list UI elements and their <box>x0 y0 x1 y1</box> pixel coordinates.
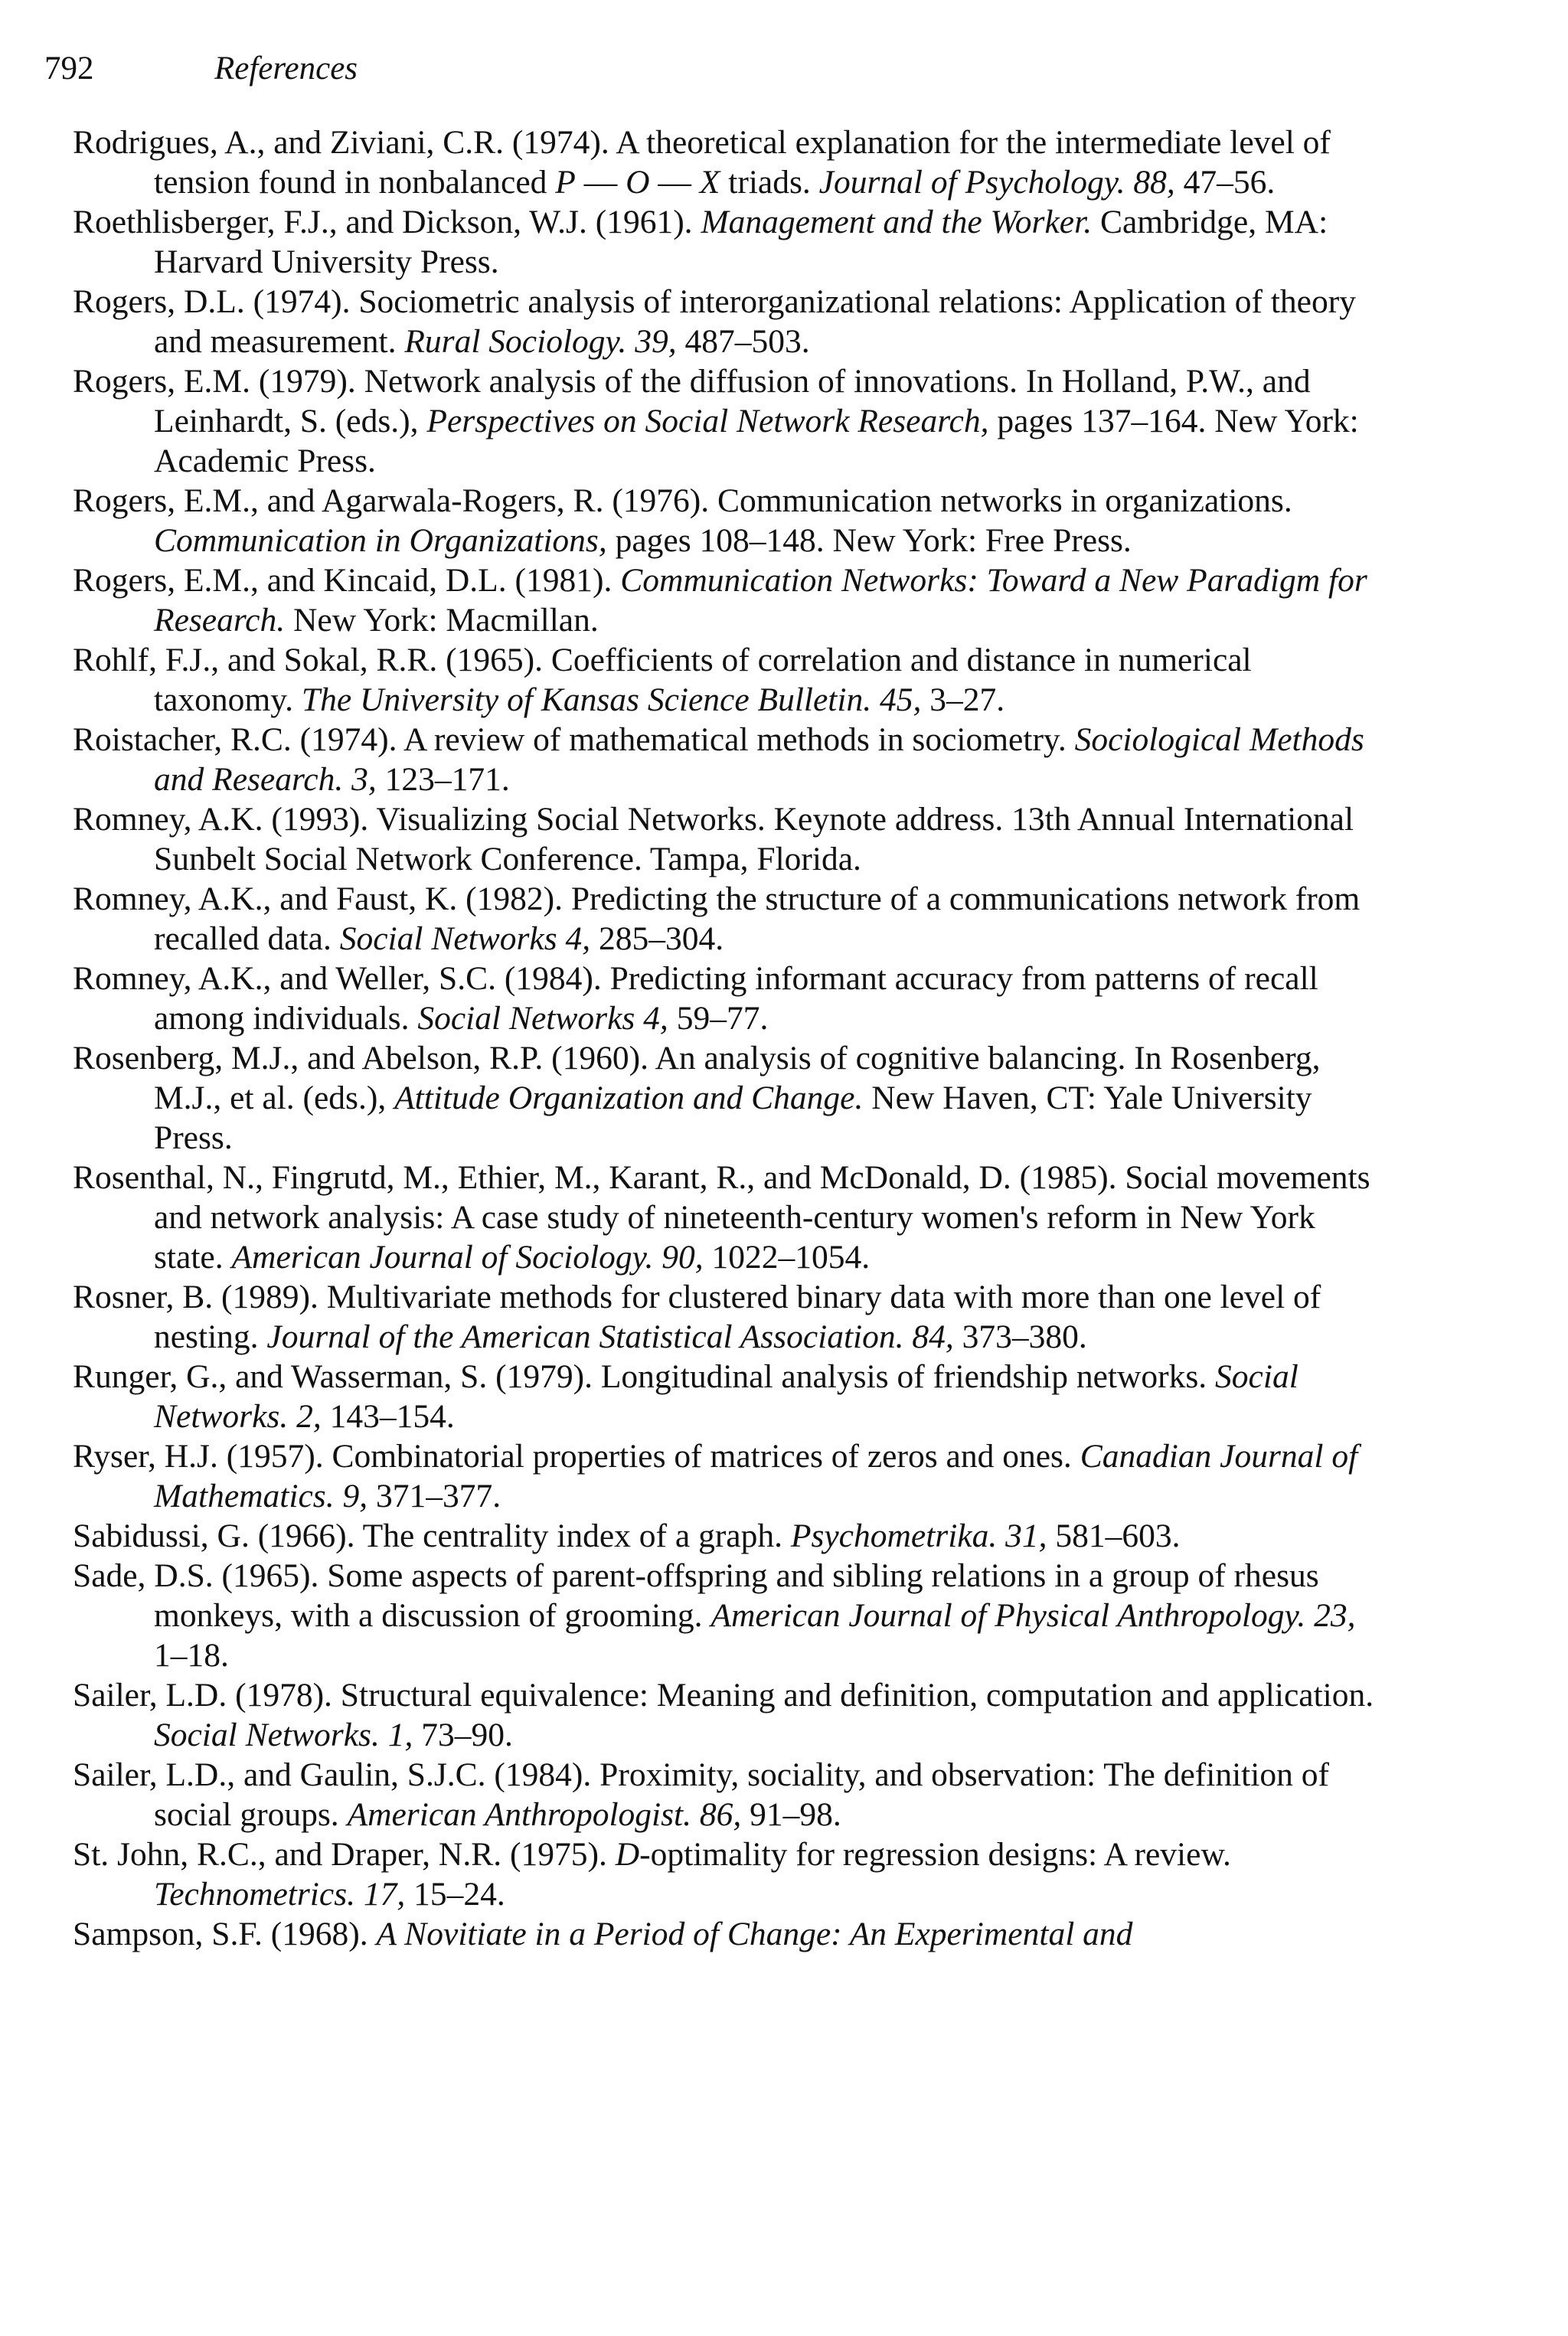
reference-italic-text: American Anthropologist. 86, <box>347 1796 742 1833</box>
reference-italic-text: Social Networks 4, <box>339 920 591 957</box>
reference-entry <box>73 640 1390 720</box>
reference-entry <box>73 560 1390 640</box>
reference-entry <box>73 720 1390 799</box>
reference-text: pages 137–164. New York: Academic Press. <box>154 403 1359 479</box>
reference-text: Rodrigues, A., and Ziviani, C.R. (1974). A theoretical explanation for the intermediate level of tension found in nonbalanced <box>73 124 1331 201</box>
reference-text: 371–377. <box>368 1478 501 1514</box>
reference-italic-text: Social Networks 4, <box>417 1000 668 1037</box>
reference-italic-text: Technometrics. 17, <box>154 1876 406 1913</box>
reference-entry <box>73 1357 1390 1436</box>
reference-italic-text: American Journal of Sociology. 90, <box>231 1239 704 1276</box>
reference-text: 373–380. <box>953 1318 1087 1355</box>
reference-text: Rogers, E.M., and Agarwala-Rogers, R. (1976). Communication networks in organizations. <box>73 482 1292 519</box>
reference-entry <box>73 879 1390 959</box>
reference-text: Rohlf, F.J., and Sokal, R.R. (1965). Coefficients of correlation and distance in numerical taxonomy. <box>73 642 1252 718</box>
reference-italic-text: American Journal of Physical Anthropology. 23, <box>710 1597 1356 1634</box>
reference-entry <box>73 1038 1390 1158</box>
reference-text: 487–503. <box>676 323 810 360</box>
reference-entry <box>73 202 1390 282</box>
reference-text: 47–56. <box>1174 164 1276 201</box>
reference-italic-text: Social Networks. 2, <box>154 1358 1298 1435</box>
reference-text: Sailer, L.D., and Gaulin, S.J.C. (1984). Proximity, sociality, and observation: The definition of social groups. <box>73 1756 1329 1833</box>
reference-entry <box>73 1755 1390 1834</box>
reference-text: Sampson, S.F. (1968). <box>73 1916 377 1952</box>
reference-entry <box>73 1556 1390 1675</box>
reference-italic-text: Canadian Journal of Mathematics. 9, <box>154 1438 1358 1514</box>
reference-text: Rogers, E.M., and Kincaid, D.L. (1981). <box>73 562 621 599</box>
reference-text: 59–77. <box>668 1000 769 1037</box>
reference-entry <box>73 1675 1390 1755</box>
running-head <box>44 47 358 90</box>
reference-text: 3–27. <box>921 681 1005 718</box>
reference-text: Runger, G., and Wasserman, S. (1979). Longitudinal analysis of friendship networks. <box>73 1358 1216 1395</box>
reference-italic-text: The University of Kansas Science Bulletin. 45, <box>301 681 922 718</box>
reference-text: Rosenberg, M.J., and Abelson, R.P. (1960). An analysis of cognitive balancing. In Rosenberg, M.J., et al. (eds.), <box>73 1040 1321 1116</box>
reference-text: Romney, A.K., and Weller, S.C. (1984). Predicting informant accuracy from patterns of recall among individuals. <box>73 960 1318 1037</box>
reference-italic-text: Management and the Worker. <box>701 204 1093 240</box>
reference-entry <box>73 1436 1390 1516</box>
reference-entry <box>73 1277 1390 1357</box>
reference-italic-text: X <box>699 164 720 201</box>
reference-text: New York: Macmillan. <box>285 602 599 639</box>
reference-italic-text: Social Networks. 1, <box>154 1717 413 1753</box>
reference-text: 1–18. <box>154 1637 229 1674</box>
reference-entry <box>73 1158 1390 1277</box>
reference-text: 1022–1054. <box>703 1239 871 1276</box>
reference-entry <box>73 959 1390 1038</box>
reference-text: Rosner, B. (1989). Multivariate methods for clustered binary data with more than one level of nesting. <box>73 1279 1321 1355</box>
reference-text: Roistacher, R.C. (1974). A review of mathematical methods in sociometry. <box>73 721 1075 758</box>
reference-text: triads. <box>720 164 819 201</box>
reference-list <box>73 123 1390 1954</box>
reference-text: 15–24. <box>405 1876 505 1913</box>
reference-italic-text: O <box>626 164 650 201</box>
reference-entry <box>73 1834 1390 1914</box>
reference-text: 123–171. <box>376 761 510 798</box>
reference-text: Rosenthal, N., Fingrutd, M., Ethier, M., Karant, R., and McDonald, D. (1985). Social movements and network analysis: A case study of nineteenth-century women's reform in New York state. <box>73 1159 1370 1276</box>
reference-italic-text: P <box>555 164 576 201</box>
section-title: References <box>214 51 358 87</box>
reference-text: Sabidussi, G. (1966). The centrality index of a graph. <box>73 1518 791 1554</box>
reference-entry <box>73 1914 1390 1954</box>
reference-text: 73–90. <box>413 1717 513 1753</box>
reference-text: Sailer, L.D. (1978). Structural equivalence: Meaning and definition, computation and application. <box>73 1677 1374 1714</box>
reference-italic-text: Attitude Organization and Change. <box>394 1080 864 1116</box>
reference-entry <box>73 282 1390 361</box>
reference-text: Rogers, D.L. (1974). Sociometric analysis of interorganizational relations: Application of theory and measurement. <box>73 283 1356 360</box>
reference-italic-text: Perspectives on Social Network Research, <box>426 403 989 439</box>
reference-italic-text: Journal of the American Statistical Association. 84, <box>266 1318 954 1355</box>
reference-text: 285–304. <box>590 920 724 957</box>
reference-entry <box>73 361 1390 481</box>
reference-text: New Haven, CT: Yale University Press. <box>154 1080 1312 1156</box>
reference-text: pages 108–148. New York: Free Press. <box>606 522 1132 559</box>
reference-entry <box>73 123 1390 202</box>
reference-italic-text: Rural Sociology. 39, <box>404 323 677 360</box>
reference-text: St. John, R.C., and Draper, N.R. (1975). <box>73 1836 616 1873</box>
reference-italic-text: Communication Networks: Toward a New Paradigm for Research. <box>154 562 1367 639</box>
reference-text: Roethlisberger, F.J., and Dickson, W.J. (1961). <box>73 204 701 240</box>
reference-text: Romney, A.K., and Faust, K. (1982). Predicting the structure of a communications network from recalled data. <box>73 880 1361 957</box>
page-number: 792 <box>44 51 94 87</box>
reference-text: -optimality for regression designs: A review. <box>639 1836 1231 1873</box>
reference-italic-text: A Novitiate in a Period of Change: An Experimental and <box>376 1916 1133 1952</box>
reference-entry <box>73 799 1390 879</box>
reference-text: 143–154. <box>321 1398 455 1435</box>
reference-italic-text: Communication in Organizations, <box>154 522 607 559</box>
reference-text: — <box>575 164 626 201</box>
reference-italic-text: Psychometrika. 31, <box>790 1518 1047 1554</box>
reference-text: — <box>649 164 700 201</box>
reference-italic-text: D <box>615 1836 640 1873</box>
reference-text: Rogers, E.M. (1979). Network analysis of the diffusion of innovations. In Holland, P.W., and Leinhardt, S. (eds.), <box>73 363 1311 439</box>
reference-text: Sade, D.S. (1965). Some aspects of parent-offspring and sibling relations in a group of rhesus monkeys, with a discussion of grooming. <box>73 1557 1319 1634</box>
reference-italic-text: Sociological Methods and Research. 3, <box>154 721 1364 798</box>
reference-text: Ryser, H.J. (1957). Combinatorial properties of matrices of zeros and ones. <box>73 1438 1080 1475</box>
reference-entry <box>73 1516 1390 1556</box>
reference-italic-text: Journal of Psychology. 88, <box>818 164 1175 201</box>
reference-text: Romney, A.K. (1993). Visualizing Social Networks. Keynote address. 13th Annual International Sunbelt Social Network Conference. Tampa, Florida. <box>73 801 1354 877</box>
reference-text: 91–98. <box>741 1796 841 1833</box>
reference-entry <box>73 481 1390 560</box>
reference-text: Cambridge, MA: Harvard University Press. <box>154 204 1328 280</box>
reference-text: 581–603. <box>1047 1518 1181 1554</box>
